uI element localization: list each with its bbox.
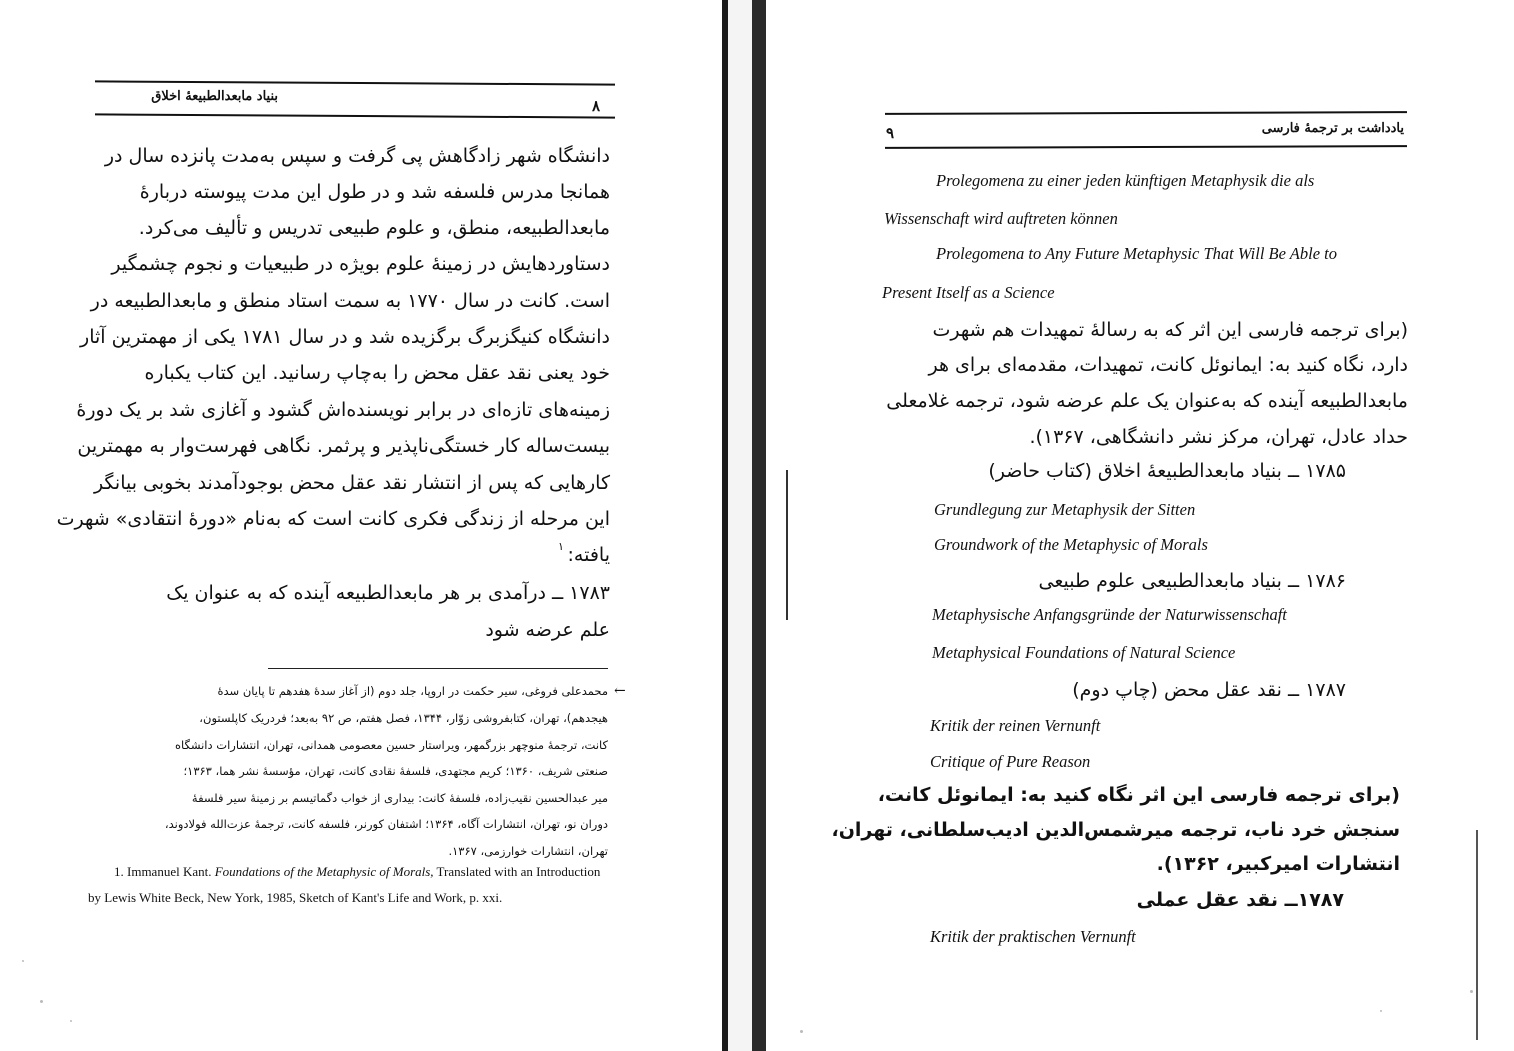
footnote-en-rest: Translated with an Introduction by Lewis White Beck, New York, 1985, Sketch of Kant's Life and Work, p. xxi.: [88, 864, 601, 905]
scan-speck: [40, 1000, 43, 1003]
scan-speck: [800, 1030, 803, 1033]
left-page: [0, 0, 722, 1051]
body-line: بیست‌ساله کار خستگی‌ناپذیر و پرثمر. نگاهی فهرست‌وار به مهمترین: [77, 435, 610, 457]
body-line: زمینه‌های تازه‌ای در برابر نویسنده‌اش گشود و آغازی شد بر یک دورهٔ: [76, 399, 610, 421]
body-line: این مرحله از زندگی فکری کانت است که به‌نام «دورهٔ انتقادی» شهرت: [56, 508, 610, 530]
scan-speck: [1380, 1010, 1382, 1012]
footnote-arrow-icon: ←: [614, 683, 626, 699]
scan-speck: [1470, 990, 1473, 993]
prolegomena-english-line-1: Prolegomena to Any Future Metaphysic That Will Be Able to: [936, 244, 1337, 263]
scan-edge-mark: [786, 470, 788, 620]
note-line: حداد عادل، تهران، مرکز نشر دانشگاهی، ۱۳۶۷).: [1029, 426, 1408, 448]
body-line: همانجا مدرس فلسفه شد و در طول این مدت پیوسته دربارهٔ: [139, 181, 610, 203]
page-number: ۹: [886, 124, 895, 142]
note-line: (برای ترجمه فارسی این اثر نگاه کنید به: ایمانوئل کانت،: [877, 784, 1400, 806]
kritik-reinen-english: Critique of Pure Reason: [930, 752, 1091, 771]
footnote-line: کانت، ترجمهٔ منوچهر بزرگمهر، ویراستار حسین معصومی همدانی، تهران، انتشارات دانشگاه: [174, 738, 608, 752]
footnote-line: هیجدهم)، تهران، کتابفروشی زوّار، ۱۳۴۴، فصل هفتم، ص ۹۲ به‌بعد؛ فردریک کاپلستون،: [199, 711, 608, 725]
body-line: کارهایی که پس از انتشار نقد عقل محض بوجودآمدند بخوبی بیانگر: [93, 472, 610, 494]
header-rule-top: [885, 111, 1407, 115]
entry-1787-pure-reason: ۱۷۸۷ ــ نقد عقل محض (چاپ دوم): [1072, 679, 1346, 701]
footnote-line: میر عبدالحسین نقیب‌زاده، فلسفهٔ کانت: بیداری از خواب دگماتیسم بر زمینهٔ سیر فلسفهٔ: [191, 791, 608, 805]
gutter-gap: [728, 0, 752, 1051]
kritik-praktischen-german: Kritik der praktischen Vernunft: [930, 927, 1136, 946]
footnote-line: محمدعلی فروغی، سیر حکمت در اروپا، جلد دوم (از آغاز سدهٔ هفدهم تا پایان سدهٔ: [217, 684, 608, 698]
note-line: انتشارات امیرکبیر، ۱۳۶۲).: [1156, 853, 1400, 875]
header-rule-top: [95, 80, 615, 85]
footnote-marker: ۱: [558, 540, 564, 553]
footnote-en-author: 1. Immanuel Kant.: [114, 864, 215, 879]
note-line: دارد، نگاه کنید به: ایمانوئل کانت، تمهیدات، مقدمه‌ای برای هر: [928, 354, 1408, 376]
book-gutter-right: [752, 0, 766, 1051]
body-line: مابعدالطبیعه، منطق، و علوم طبیعی تدریس و تألیف می‌کرد.: [138, 217, 610, 239]
entry-1785: ۱۷۸۵ ــ بنیاد مابعدالطبیعهٔ اخلاق (کتاب حاضر): [988, 460, 1346, 482]
grundlegung-english: Groundwork of the Metaphysic of Morals: [934, 535, 1208, 554]
scan-edge-mark-right: [1476, 830, 1478, 1040]
entry-1787-practical-reason: ۱۷۸۷ــ نقد عقل عملی: [1136, 889, 1344, 911]
note-line: سنجش خرد ناب، ترجمه میرشمس‌الدین ادیب‌سلطانی، تهران،: [831, 819, 1400, 841]
note-line: (برای ترجمه فارسی این اثر که به رسالهٔ تمهیدات هم شهرت: [932, 319, 1408, 341]
entry-1783-line-2: علم عرضه شود: [485, 619, 610, 641]
running-header-title: یادداشت بر ترجمهٔ فارسی: [1261, 121, 1404, 136]
scan-speck: [22, 960, 24, 962]
body-line: دستاوردهایش در زمینهٔ علوم بویژه در طبیعیات و نجوم چشمگیر: [111, 253, 610, 275]
book-gutter-left: [722, 0, 728, 1051]
grundlegung-german: Grundlegung zur Metaphysik der Sitten: [934, 500, 1196, 519]
footnote-en-title: Foundations of the Metaphysic of Morals,: [214, 864, 434, 879]
prolegomena-german-line-1: Prolegomena zu einer jeden künftigen Metaphysik die als: [936, 171, 1315, 190]
anfangsgruende-german: Metaphysische Anfangsgründe der Naturwissenschaft: [932, 605, 1287, 624]
footnote-line: دوران نو، تهران، انتشارات آگاه، ۱۳۶۴؛ اشتفان کورنر، فلسفه کانت، ترجمهٔ عزت‌الله فولادوند،: [164, 817, 608, 831]
footnote-english: [88, 859, 610, 911]
body-line: خود یعنی نقد عقل محض را به‌چاپ رسانید. این کتاب یکباره: [144, 362, 610, 384]
kritik-reinen-german: Kritik der reinen Vernunft: [930, 716, 1101, 735]
entry-1783-line-1: ۱۷۸۳ ــ درآمدی بر هر مابعدالطبیعه آینده که به عنوان یک: [166, 582, 610, 604]
page-number: ۸: [592, 97, 601, 115]
scan-speck: [70, 1020, 72, 1022]
prolegomena-english-line-2: Present Itself as a Science: [882, 283, 1055, 302]
footnote-line: صنعتی شریف، ۱۳۶۰؛ کریم مجتهدی، فلسفهٔ نقادی کانت، تهران، مؤسسهٔ نشر هما، ۱۳۶۳؛: [183, 764, 608, 778]
prolegomena-german-line-2: Wissenschaft wird auftreten können: [884, 209, 1118, 228]
right-page: [768, 0, 1514, 1051]
body-line: یافته:: [567, 544, 610, 566]
header-rule-bottom: [95, 113, 615, 118]
running-header-title: بنیاد مابعدالطبیعهٔ اخلاق: [151, 89, 278, 104]
footnote-separator: [268, 668, 608, 669]
entry-1786: ۱۷۸۶ ــ بنیاد مابعدالطبیعی علوم طبیعی: [1038, 570, 1346, 592]
footnote-line: تهران، انتشارات خوارزمی، ۱۳۶۷.: [448, 844, 608, 858]
body-line: دانشگاه شهر زادگاهش پی گرفت و سپس به‌مدت پانزده سال در: [104, 145, 610, 167]
anfangsgruende-english: Metaphysical Foundations of Natural Science: [932, 643, 1236, 662]
body-line: است. کانت در سال ۱۷۷۰ به سمت استاد منطق و مابعدالطبیعه در: [90, 290, 610, 312]
note-line: مابعدالطبیعه آینده که به‌عنوان یک علم عرضه شود، ترجمه غلامعلی: [886, 390, 1408, 412]
body-line: دانشگاه کنیگزبرگ برگزیده شد و در سال ۱۷۸۱ یکی از مهمترین آثار: [80, 326, 610, 348]
header-rule-bottom: [885, 145, 1407, 149]
